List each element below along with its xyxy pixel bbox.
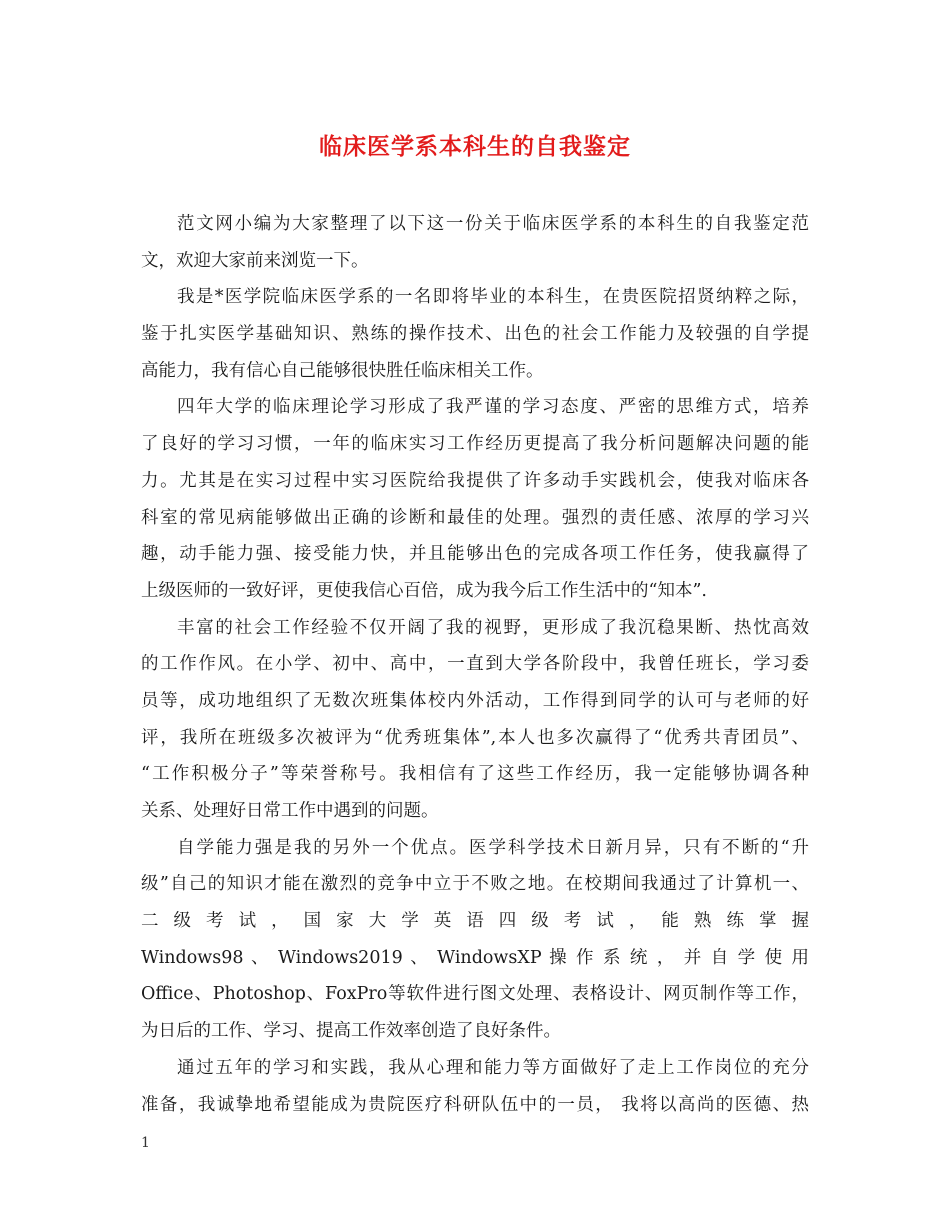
paragraph-line: 通过五年的学习和实践，我从心理和能力等方面做好了走上工作岗位的充分: [177, 1057, 809, 1078]
paragraph-line: 丰富的社会工作经验不仅开阔了我的视野，更形成了我沉稳果断、热忱高效: [177, 617, 809, 638]
paragraph-line: 文，欢迎大家前来浏览一下。: [141, 250, 369, 271]
paragraph-line: 范文网小编为大家整理了以下这一份关于临床医学系的本科生的自我鉴定范: [177, 214, 809, 234]
paragraph-line: 力。尤其是在实习过程中实习医院给我提供了许多动手实践机会，使我对临床各: [141, 470, 809, 491]
document-title: 临床医学系本科生的自我鉴定: [319, 134, 631, 160]
page-number: 1: [141, 1135, 150, 1151]
paragraph-line: 高能力，我有信心自己能够很快胜任临床相关工作。: [141, 360, 544, 381]
paragraph-line: Windows98 、 Windows2019 、 WindowsXP 操 作 系 统 ， 并 自 学 使 用: [141, 947, 809, 968]
paragraph-line: 自学能力强是我的另外一个优点。医学科学技术日新月异，只有不断的“升: [177, 837, 809, 858]
paragraph-line: “工作积极分子”等荣誉称号。我相信有了这些工作经历，我一定能够协调各种: [141, 764, 809, 785]
paragraph-line: 级”自己的知识才能在激烈的竞争中立于不败之地。在校期间我通过了计算机一、: [141, 874, 809, 895]
paragraph-line: 准备，我诚挚地希望能成为贵院医疗科研队伍中的一员， 我将以高尚的医德、热: [141, 1094, 809, 1115]
document-body: [141, 206, 809, 1123]
paragraph-line: 了良好的学习习惯，一年的临床实习工作经历更提高了我分析问题解决问题的能: [141, 434, 809, 455]
paragraph-line: 关系、处理好日常工作中遇到的问题。: [141, 801, 439, 821]
paragraph-line: 评，我所在班级多次被评为“优秀班集体”,本人也多次赢得了“优秀共青团员”、: [141, 727, 809, 748]
paragraph-line: 趣，动手能力强、接受能力快，并且能够出色的完成各项工作任务，使我赢得了: [141, 544, 809, 565]
paragraph-line: 上级医师的一致好评，更使我信心百倍，成为我今后工作生活中的“知本”.: [141, 580, 707, 601]
paragraph-line: 员等，成功地组织了无数次班集体校内外活动，工作得到同学的认可与老师的好: [141, 690, 809, 711]
paragraph-line: 二 级 考 试 ， 国 家 大 学 英 语 四 级 考 试 ， 能 熟 练 掌 握: [141, 911, 809, 932]
paragraph-line: Office、Photoshop、FoxPro等软件进行图文处理、表格设计、网页制作等工作，: [141, 984, 809, 1005]
paragraph-line: 我是*医学院临床医学系的一名即将毕业的本科生，在贵医院招贤纳粹之际，: [177, 287, 809, 308]
paragraph-line: 四年大学的临床理论学习形成了我严谨的学习态度、严密的思维方式，培养: [177, 397, 809, 418]
paragraph-line: 鉴于扎实医学基础知识、熟练的操作技术、出色的社会工作能力及较强的自学提: [141, 324, 809, 345]
paragraph-line: 为日后的工作、学习、提高工作效率创造了良好条件。: [141, 1021, 561, 1042]
paragraph-line: 的工作作风。在小学、初中、高中，一直到大学各阶段中，我曾任班长，学习委: [141, 654, 809, 675]
paragraph-line: 科室的常见病能够做出正确的诊断和最佳的处理。强烈的责任感、浓厚的学习兴: [141, 507, 809, 528]
